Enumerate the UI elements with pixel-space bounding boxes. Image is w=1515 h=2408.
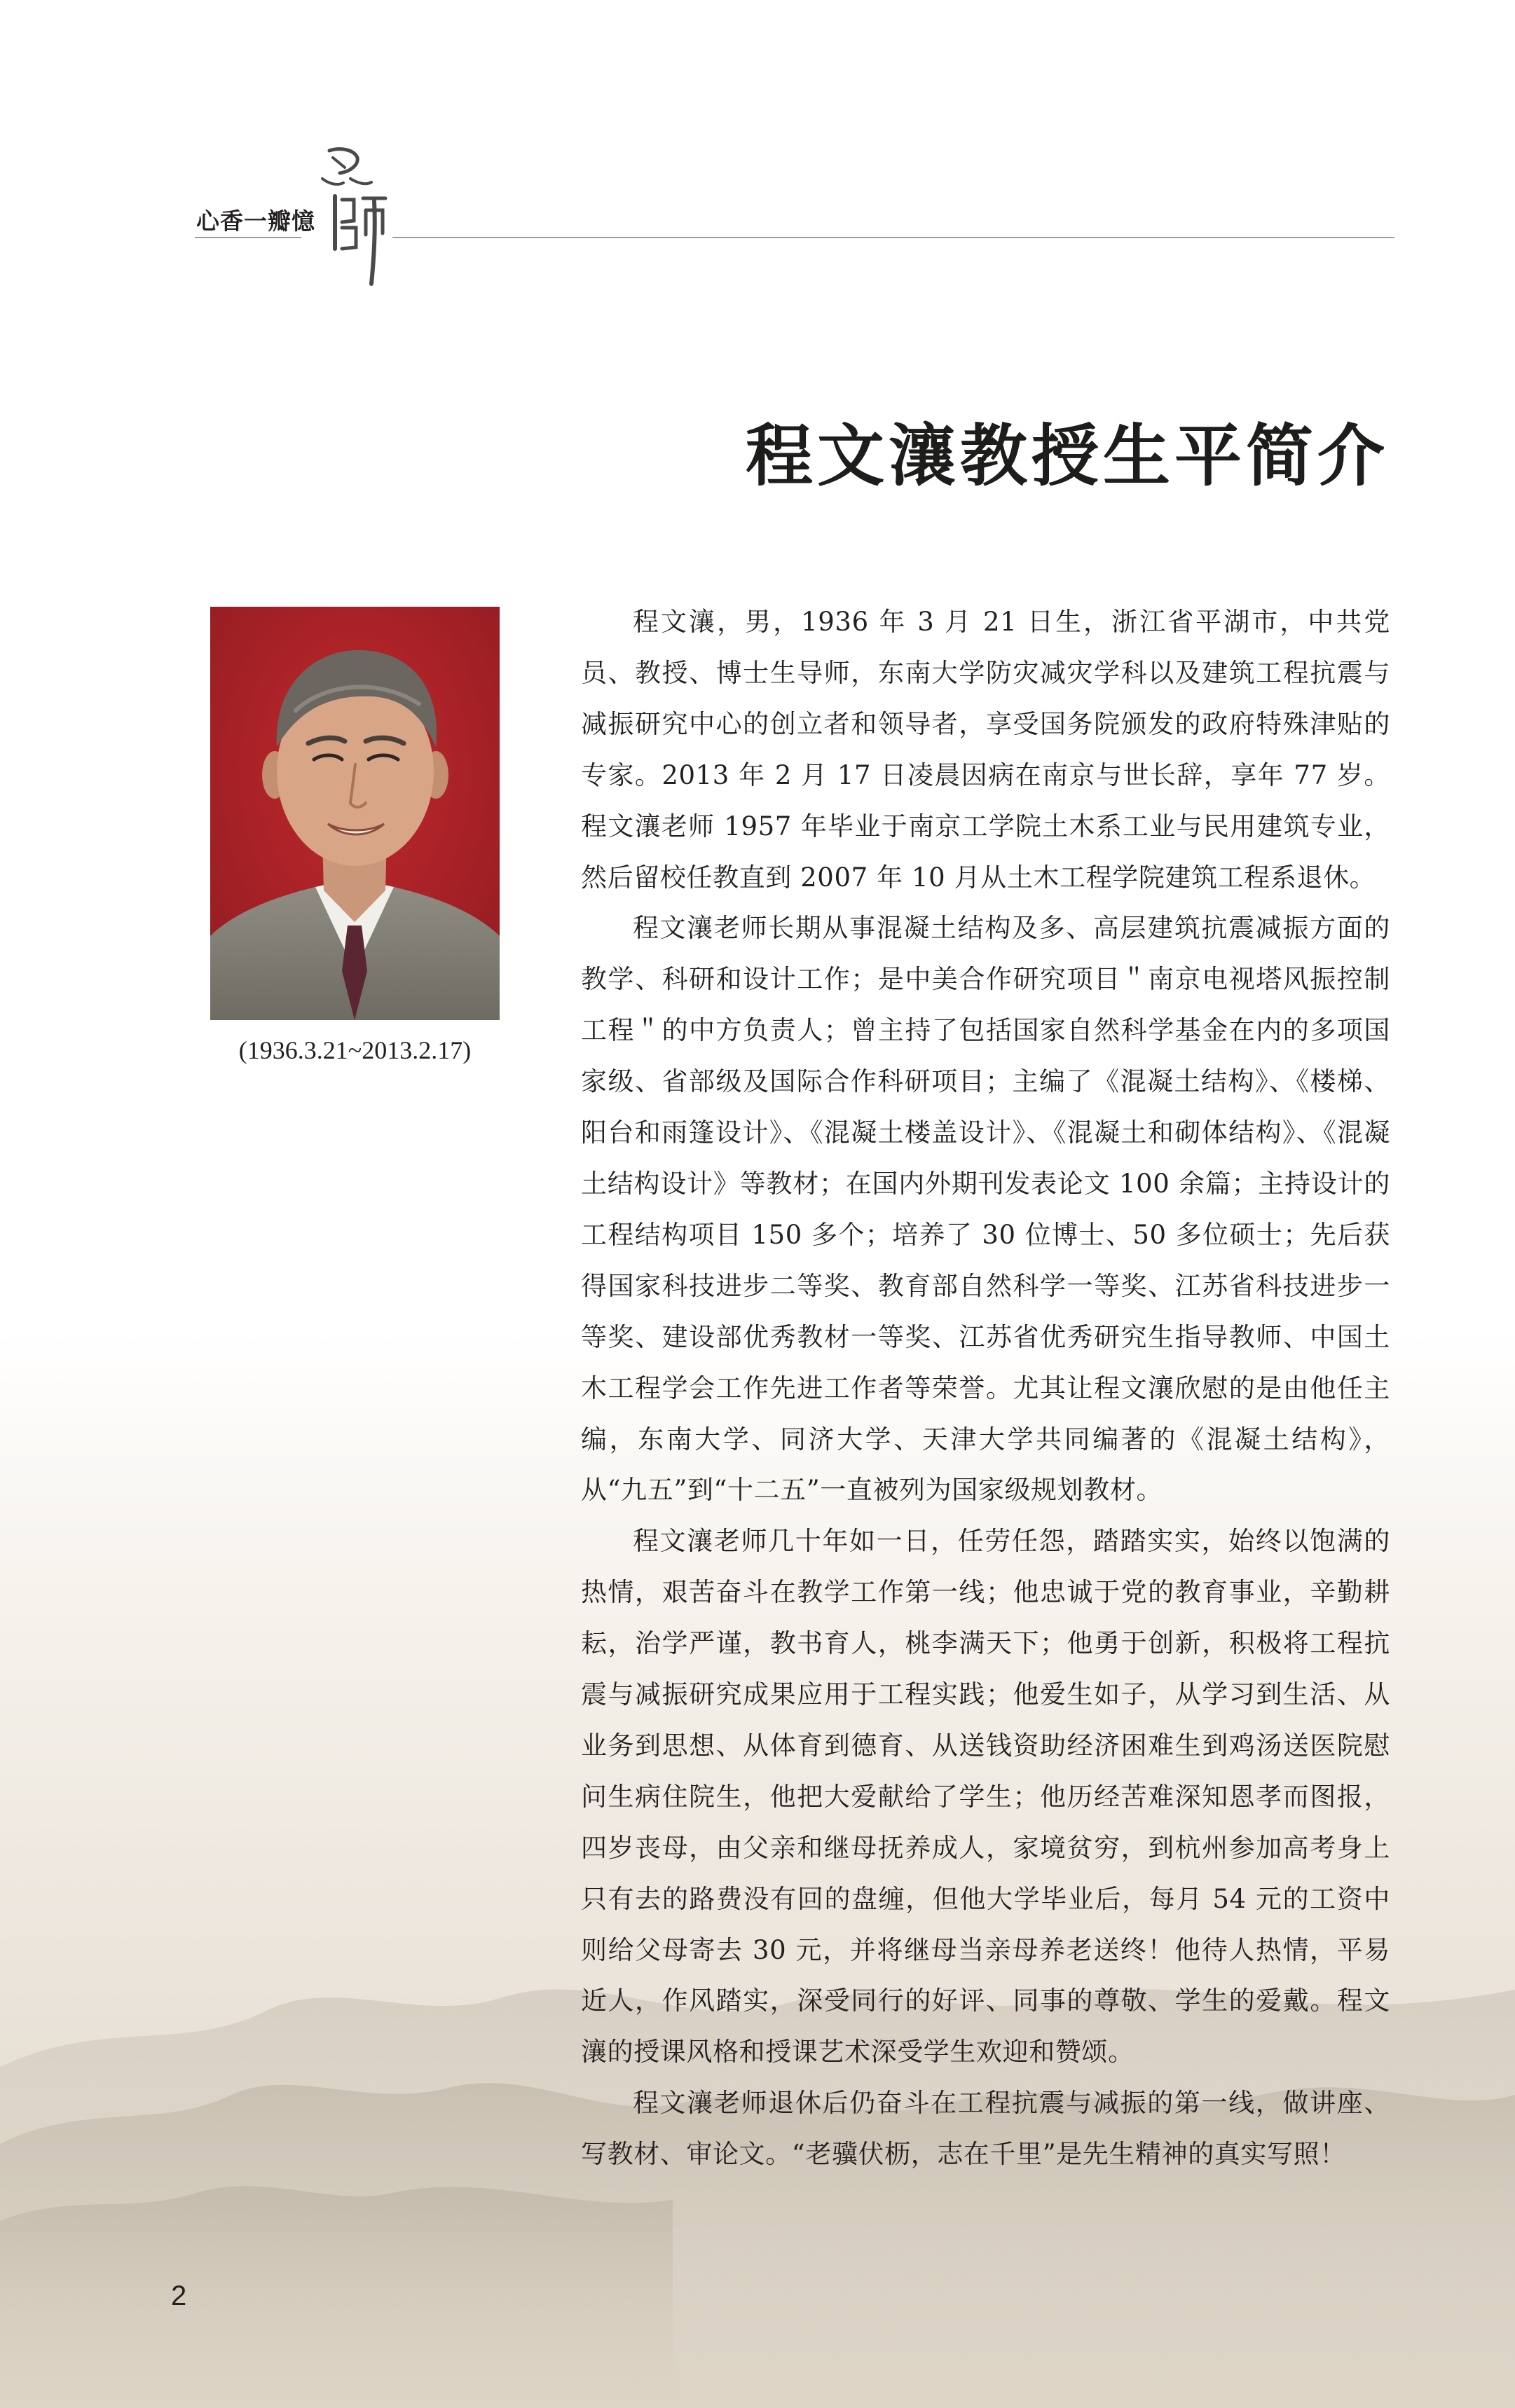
portrait-photo (210, 607, 500, 1020)
header-calligraphy-text (189, 140, 190, 141)
paragraph-1: 程文瀼，男，1936 年 3 月 21 日生，浙江省平湖市，中共党员、教授、博士生导师，东南大学防灾减灾学科以及建筑工程抗震与减振研究中心的创立者和领导者，享受国务院颁发的政府特殊津贴的专家。2013 年 2 月 17 日凌晨因病在南京与世长辞，享年 77 岁。程文瀼老师 1957 年毕业于南京工学院土木系工业与民用建筑专业，然后留校任教直到 2007 年 10 月从土木工程学院建筑工程系退休。 (581, 607, 1390, 893)
header-rule-left (195, 237, 301, 238)
series-name: 心香一瓣憶 (196, 207, 315, 235)
header-rule-right (392, 237, 1394, 238)
page-title: 程文瀼教授生平简介 (746, 417, 1389, 495)
page-number: 2 (171, 2280, 187, 2311)
portrait-caption: (1936.3.21~2013.2.17) (238, 1036, 472, 1064)
calligraphy-mark (301, 144, 392, 287)
running-header (189, 140, 1394, 294)
biography-body (581, 597, 1390, 2180)
paragraph-2: 程文瀼老师长期从事混凝土结构及多、高层建筑抗震减振方面的教学、科研和设计工作；是中美合作研究项目＂南京电视塔风振控制工程＂的中方负责人；曾主持了包括国家自然科学基金在内的多项国家级、省部级及国际合作科研项目；主编了《混凝土结构》、《楼梯、阳台和雨篷设计》、《混凝土楼盖设计》、《混凝土和砌体结构》、《混凝土结构设计》等教材；在国内外期刊发表论文 100 余篇；主持设计的工程结构项目 150 多个；培养了 30 位博士、50 多位硕士；先后获得国家科技进步二等奖、教育部自然科学一等奖、江苏省科技进步一等奖、建设部优秀教材一等奖、江苏省优秀研究生指导教师、中国土木工程学会工作先进工作者等荣誉。尤其让程文瀼欣慰的是由他任主编，东南大学、同济大学、天津大学共同编著的《混凝土结构》，从“九五”到“十二五”一直被列为国家级规划教材。 (581, 913, 1390, 1506)
paragraph-4: 程文瀼老师退休后仍奋斗在工程抗震与减振的第一线，做讲座、写教材、审论文。“老骥伏枥，志在千里”是先生精神的真实写照！ (581, 2088, 1390, 2170)
paragraph-3: 程文瀼老师几十年如一日，任劳任怨，踏踏实实，始终以饱满的热情，艰苦奋斗在教学工作第一线；他忠诚于党的教育事业，辛勤耕耘，治学严谨，教书育人，桃李满天下；他勇于创新，积极将工程抗震与减振研究成果应用于工程实践；他爱生如子，从学习到生活、从业务到思想、从体育到德育、从送钱资助经济困难生到鸡汤送医院慰问生病住院生，他把大爱献给了学生；他历经苦难深知恩孝而图报，四岁丧母，由父亲和继母抚养成人，家境贫穷，到杭州参加高考身上只有去的路费没有回的盘缠，但他大学毕业后，每月 54 元的工资中则给父母寄去 30 元，并将继母当亲母养老送终！他待人热情，平易近人，作风踏实，深受同行的好评、同事的尊敬、学生的爱戴。程文瀼的授课风格和授课艺术深受学生欢迎和赞颂。 (581, 1526, 1390, 2068)
